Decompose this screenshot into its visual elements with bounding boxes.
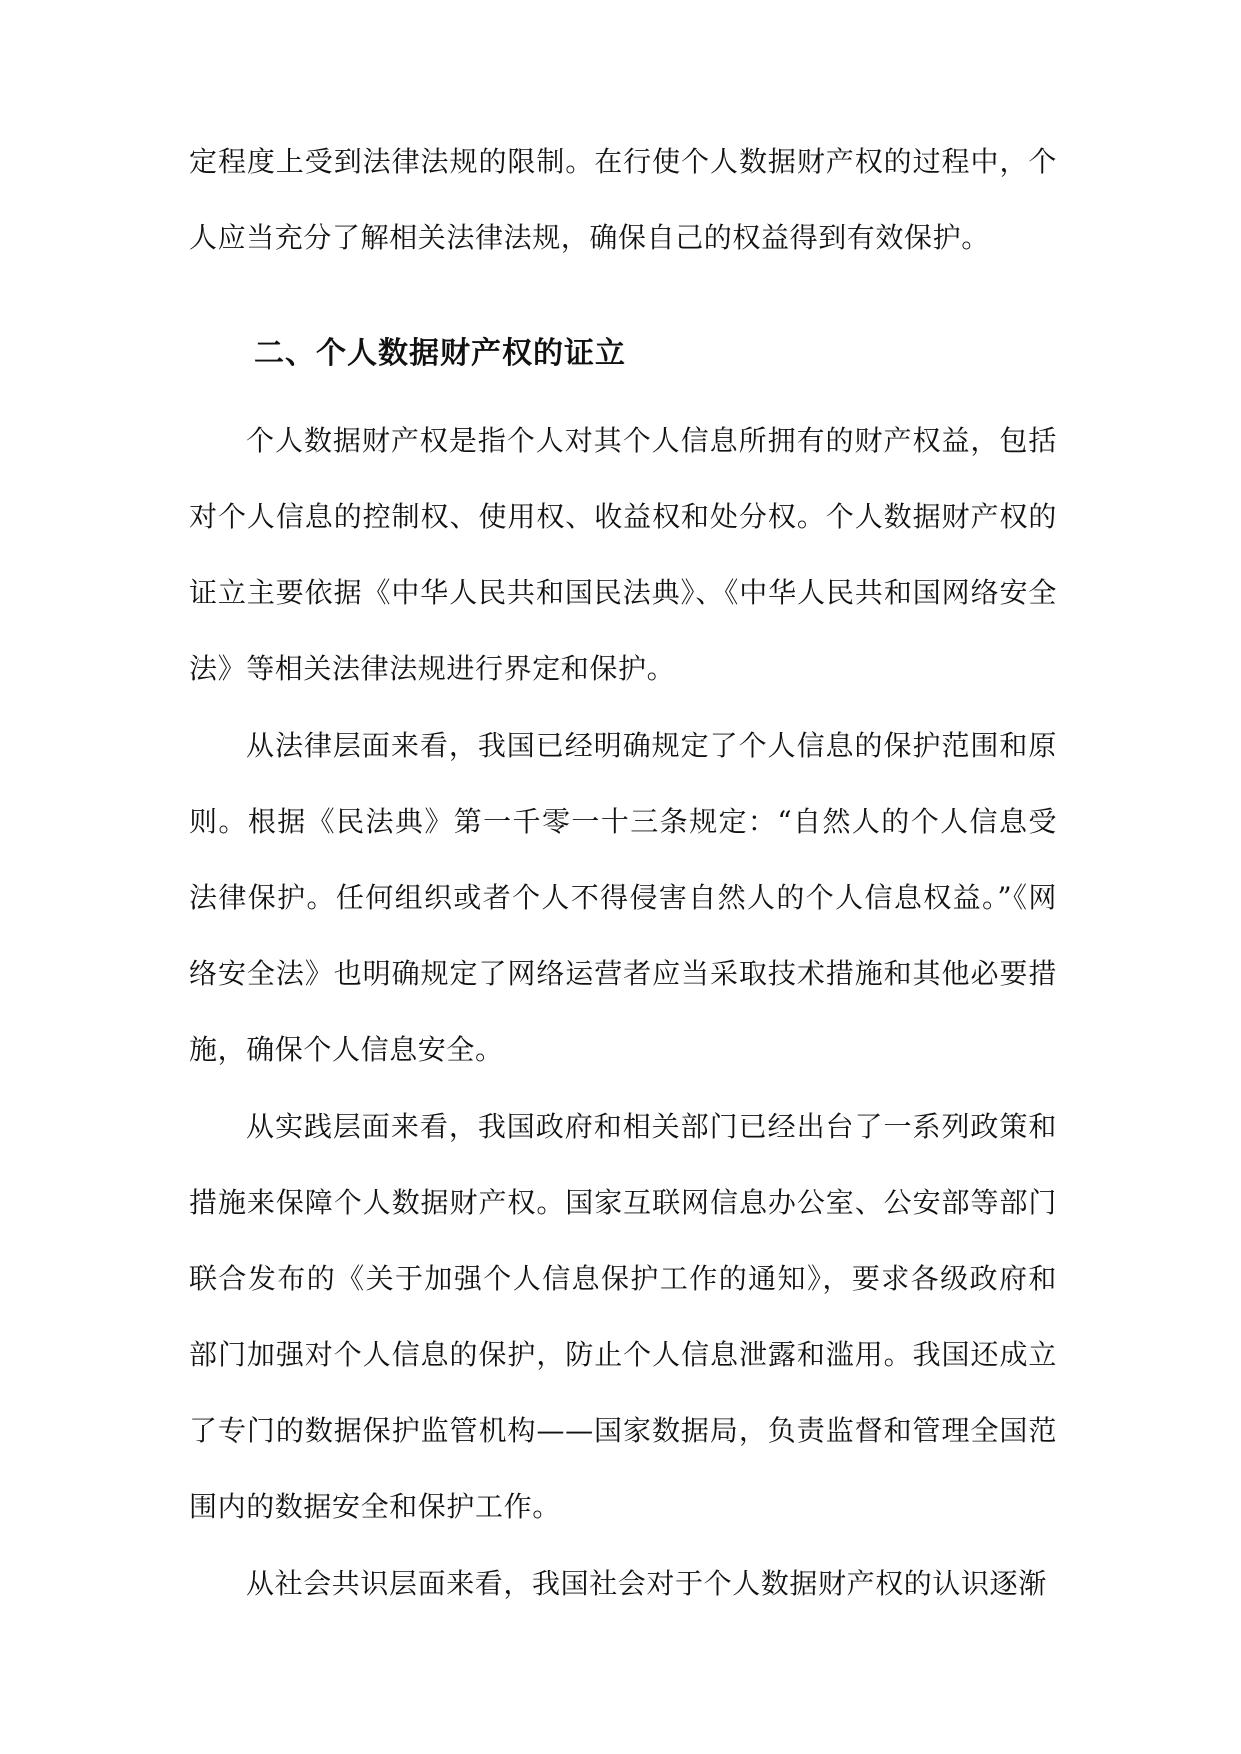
section-heading: 二、个人数据财产权的证立 bbox=[254, 336, 626, 371]
paragraph-practice-level: 从实践层面来看，我国政府和相关部门已经出台了一系列政策和措施来保障个人数据财产权。国家互联网信息办公室、公安部等部门联合发布的《关于加强个人信息保护工作的通知》，要求各级政府和部门加强对个人信息的保护，防止个人信息泄露和滥用。我国还成立了专门的数据保护监管机构——国家数据局，负责监督和管理全国范围内的数据安全和保护工作。 bbox=[189, 1110, 1057, 1523]
continuation-paragraph: 定程度上受到法律法规的限制。在行使个人数据财产权的过程中，个人应当充分了解相关法律法规，确保自己的权益得到有效保护。 bbox=[189, 145, 1057, 254]
paragraph-social-consensus: 从社会共识层面来看，我国社会对于个人数据财产权的认识逐渐 bbox=[246, 1567, 1047, 1600]
paragraph-definition: 个人数据财产权是指个人对其个人信息所拥有的财产权益，包括对个人信息的控制权、使用权、收益权和处分权。个人数据财产权的证立主要依据《中华人民共和国民法典》、《中华人民共和国网络安全法》等相关法律法规进行界定和保护。 bbox=[189, 424, 1057, 685]
paragraph-legal-level: 从法律层面来看，我国已经明确规定了个人信息的保护范围和原则。根据《民法典》第一千零一十三条规定：“自然人的个人信息受法律保护。任何组织或者个人不得侵害自然人的个人信息权益。”《网络安全法》也明确规定了网络运营者应当采取技术措施和其他必要措施，确保个人信息安全。 bbox=[189, 729, 1057, 1066]
